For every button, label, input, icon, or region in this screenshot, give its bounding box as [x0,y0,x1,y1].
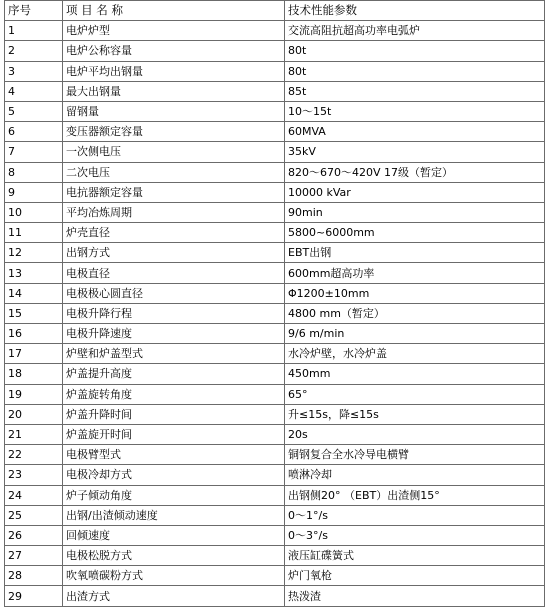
item-name-cell: 出钢方式 [63,243,285,263]
row-number-cell: 6 [5,122,63,142]
table-row [5,303,545,323]
item-name-cell: 电极极心圆直径 [63,283,285,303]
parameter-cell: 液压缸碟簧式 [285,546,545,566]
table-row [5,101,545,121]
row-number-cell: 20 [5,404,63,424]
parameter-cell: 80t [285,61,545,81]
item-name-cell: 炉盖提升高度 [63,364,285,384]
parameter-cell: 升≤15s，降≤15s [285,404,545,424]
item-name-cell: 电极松脱方式 [63,546,285,566]
item-name-cell: 变压器额定容量 [63,122,285,142]
table-row [5,243,545,263]
parameter-cell: 35kV [285,142,545,162]
col-header-param: 技术性能参数 [285,1,545,21]
row-number-cell: 4 [5,81,63,101]
table-row [5,61,545,81]
table-row [5,81,545,101]
row-number-cell: 11 [5,223,63,243]
row-number-cell: 28 [5,566,63,586]
col-header-name: 项 目 名 称 [63,1,285,21]
table-row [5,404,545,424]
row-number-cell: 19 [5,384,63,404]
row-number-cell: 18 [5,364,63,384]
parameter-cell: 炉门氧枪 [285,566,545,586]
item-name-cell: 电炉平均出钢量 [63,61,285,81]
row-number-cell: 2 [5,41,63,61]
table-row [5,364,545,384]
item-name-cell: 出钢/出渣倾动速度 [63,505,285,525]
item-name-cell: 平均冶炼周期 [63,202,285,222]
table-row [5,202,545,222]
parameter-cell: 5800~6000mm [285,223,545,243]
row-number-cell: 15 [5,303,63,323]
parameter-cell: 90min [285,202,545,222]
row-number-cell: 14 [5,283,63,303]
parameter-cell: 20s [285,424,545,444]
table-row [5,505,545,525]
item-name-cell: 电极冷却方式 [63,465,285,485]
parameter-cell: 4800 mm（暂定） [285,303,545,323]
item-name-cell: 出渣方式 [63,586,285,606]
row-number-cell: 25 [5,505,63,525]
parameter-cell: 交流高阻抗超高功率电弧炉 [285,21,545,41]
row-number-cell: 16 [5,324,63,344]
table-row [5,283,545,303]
parameter-cell: 10000 kVar [285,182,545,202]
table-row [5,263,545,283]
table-row [5,122,545,142]
parameter-cell: 0～1°/s [285,505,545,525]
parameter-cell: 9/6 m/min [285,324,545,344]
table-row [5,546,545,566]
table-row [5,566,545,586]
table-row [5,445,545,465]
parameter-cell: 0～3°/s [285,525,545,545]
row-number-cell: 26 [5,525,63,545]
item-name-cell: 炉盖旋开时间 [63,424,285,444]
item-name-cell: 炉壁和炉盖型式 [63,344,285,364]
table-row [5,485,545,505]
spec-table [4,0,545,607]
item-name-cell: 留钢量 [63,101,285,121]
table-row [5,384,545,404]
parameter-cell: 出钢侧20° （EBT）出渣侧15° [285,485,545,505]
item-name-cell: 电抗器额定容量 [63,182,285,202]
parameter-cell: 80t [285,41,545,61]
row-number-cell: 24 [5,485,63,505]
item-name-cell: 电极臂型式 [63,445,285,465]
table-row [5,586,545,606]
parameter-cell: 85t [285,81,545,101]
item-name-cell: 电炉公称容量 [63,41,285,61]
item-name-cell: 电极升降速度 [63,324,285,344]
item-name-cell: 炉盖升降时间 [63,404,285,424]
parameter-cell: 600mm超高功率 [285,263,545,283]
item-name-cell: 最大出钢量 [63,81,285,101]
row-number-cell: 1 [5,21,63,41]
row-number-cell: 22 [5,445,63,465]
row-number-cell: 23 [5,465,63,485]
header-row [5,1,545,21]
parameter-cell: 铜钢复合全水冷导电横臂 [285,445,545,465]
row-number-cell: 29 [5,586,63,606]
table-row [5,465,545,485]
parameter-cell: 热泼渣 [285,586,545,606]
table-row [5,182,545,202]
row-number-cell: 9 [5,182,63,202]
row-number-cell: 3 [5,61,63,81]
table-row [5,162,545,182]
parameter-cell: Φ1200±10mm [285,283,545,303]
table-row [5,525,545,545]
parameter-cell: 60MVA [285,122,545,142]
table-header [5,1,545,21]
table-row [5,424,545,444]
item-name-cell: 一次侧电压 [63,142,285,162]
parameter-cell: 10～15t [285,101,545,121]
row-number-cell: 13 [5,263,63,283]
row-number-cell: 10 [5,202,63,222]
table-row [5,223,545,243]
item-name-cell: 电极升降行程 [63,303,285,323]
item-name-cell: 炉壳直径 [63,223,285,243]
table-row [5,21,545,41]
row-number-cell: 21 [5,424,63,444]
parameter-cell: 450mm [285,364,545,384]
parameter-cell: EBT出钢 [285,243,545,263]
table-row [5,324,545,344]
parameter-cell: 65° [285,384,545,404]
row-number-cell: 8 [5,162,63,182]
item-name-cell: 回倾速度 [63,525,285,545]
item-name-cell: 吹氧喷碳粉方式 [63,566,285,586]
row-number-cell: 17 [5,344,63,364]
parameter-cell: 820～670～420V 17级（暂定） [285,162,545,182]
table-row [5,41,545,61]
row-number-cell: 7 [5,142,63,162]
table-body [5,21,545,606]
item-name-cell: 电炉炉型 [63,21,285,41]
table-row [5,344,545,364]
col-header-no: 序号 [5,1,63,21]
parameter-cell: 喷淋冷却 [285,465,545,485]
item-name-cell: 炉盖旋转角度 [63,384,285,404]
row-number-cell: 12 [5,243,63,263]
item-name-cell: 电极直径 [63,263,285,283]
row-number-cell: 27 [5,546,63,566]
table-row [5,142,545,162]
item-name-cell: 炉子倾动角度 [63,485,285,505]
parameter-cell: 水冷炉壁，水冷炉盖 [285,344,545,364]
item-name-cell: 二次电压 [63,162,285,182]
row-number-cell: 5 [5,101,63,121]
